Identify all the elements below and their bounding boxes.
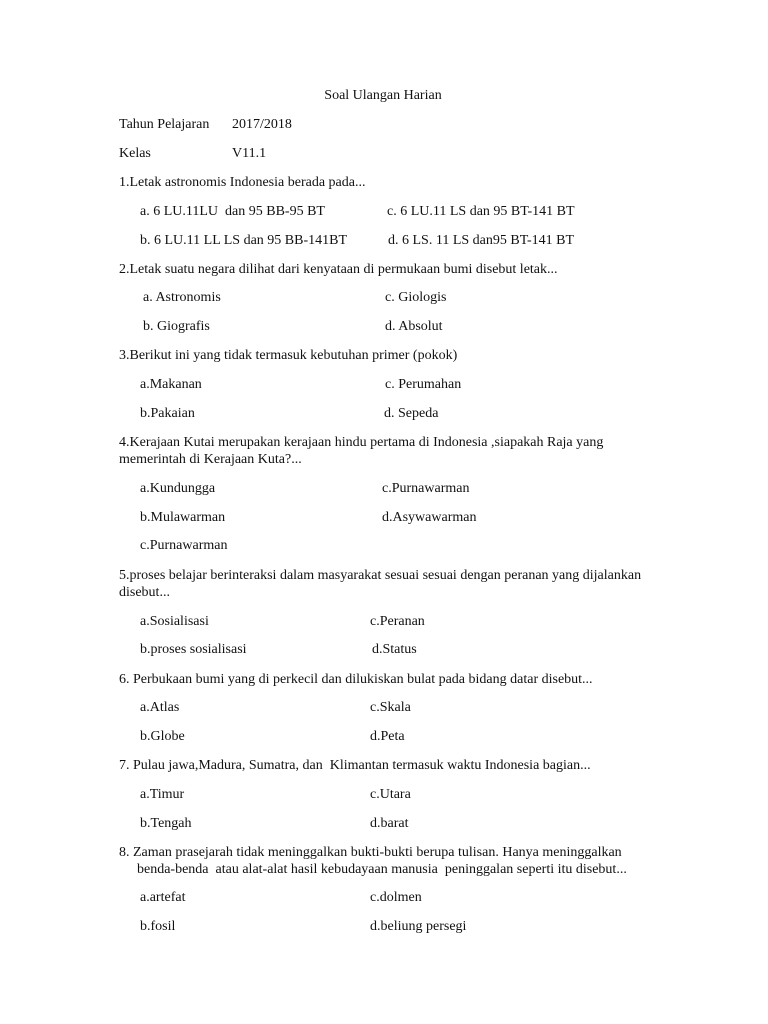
class-value: V11.1 — [232, 146, 267, 161]
question-1: 1.Letak astronomis Indonesia berada pada... — [119, 175, 366, 190]
year-value: 2017/2018 — [232, 117, 292, 132]
option-3a: a.Makanan — [140, 377, 202, 392]
option-7b: b.Tengah — [140, 816, 192, 831]
option-8c: c.dolmen — [370, 890, 422, 905]
option-2b: b. Giografis — [143, 319, 210, 334]
question-2: 2.Letak suatu negara dilihat dari kenyataan di permukaan bumi disebut letak... — [119, 262, 558, 277]
option-7c: c.Utara — [370, 787, 411, 802]
question-8-line2: benda-benda atau alat-alat hasil kebudayaan manusia peninggalan seperti itu disebut... — [137, 862, 627, 877]
option-1a: a. 6 LU.11LU dan 95 BB-95 BT — [140, 204, 325, 219]
option-4b: b.Mulawarman — [140, 510, 226, 525]
question-7: 7. Pulau jawa,Madura, Sumatra, dan Klimantan termasuk waktu Indonesia bagian... — [119, 758, 591, 773]
option-5d: d.Status — [372, 642, 417, 657]
option-6a: a.Atlas — [140, 700, 180, 715]
option-4e: c.Purnawarman — [140, 538, 228, 553]
option-6b: b.Globe — [140, 729, 185, 744]
option-4d: d.Asywawarman — [382, 510, 477, 525]
class-label: Kelas — [119, 146, 151, 161]
option-7d: d.barat — [370, 816, 409, 831]
option-4c: c.Purnawarman — [382, 481, 470, 496]
question-5-line2: disebut... — [119, 585, 170, 600]
document-title: Soal Ulangan Harian — [324, 88, 442, 103]
option-2a: a. Astronomis — [143, 290, 221, 305]
option-1b: b. 6 LU.11 LL LS dan 95 BB-141BT — [140, 233, 348, 248]
option-5a: a.Sosialisasi — [140, 614, 209, 629]
option-3c: c. Perumahan — [385, 377, 462, 392]
option-8b: b.fosil — [140, 919, 176, 934]
option-5b: b.proses sosialisasi — [140, 642, 247, 657]
option-5c: c.Peranan — [370, 614, 425, 629]
option-1d: d. 6 LS. 11 LS dan95 BT-141 BT — [388, 233, 575, 248]
option-8d: d.beliung persegi — [370, 919, 467, 934]
question-4: 4.Kerajaan Kutai merupakan kerajaan hindu pertama di Indonesia ,siapakah Raja yang — [119, 435, 604, 450]
question-3: 3.Berikut ini yang tidak termasuk kebutuhan primer (pokok) — [119, 348, 458, 363]
option-3b: b.Pakaian — [140, 406, 195, 421]
option-2d: d. Absolut — [385, 319, 443, 334]
question-6: 6. Perbukaan bumi yang di perkecil dan dilukiskan bulat pada bidang datar disebut... — [119, 672, 593, 687]
option-2c: c. Giologis — [385, 290, 447, 305]
option-3d: d. Sepeda — [384, 406, 439, 421]
question-4-line2: memerintah di Kerajaan Kuta?... — [119, 452, 302, 467]
option-4a: a.Kundungga — [140, 481, 216, 496]
option-8a: a.artefat — [140, 890, 186, 905]
option-7a: a.Timur — [140, 787, 185, 802]
option-6c: c.Skala — [370, 700, 411, 715]
option-6d: d.Peta — [370, 729, 405, 744]
question-8: 8. Zaman prasejarah tidak meninggalkan bukti-bukti berupa tulisan. Hanya meninggalkan — [119, 845, 622, 860]
year-label: Tahun Pelajaran — [119, 117, 210, 132]
question-5: 5.proses belajar berinteraksi dalam masyarakat sesuai sesuai dengan peranan yang dijalankan — [119, 568, 642, 583]
option-1c: c. 6 LU.11 LS dan 95 BT-141 BT — [387, 204, 575, 219]
